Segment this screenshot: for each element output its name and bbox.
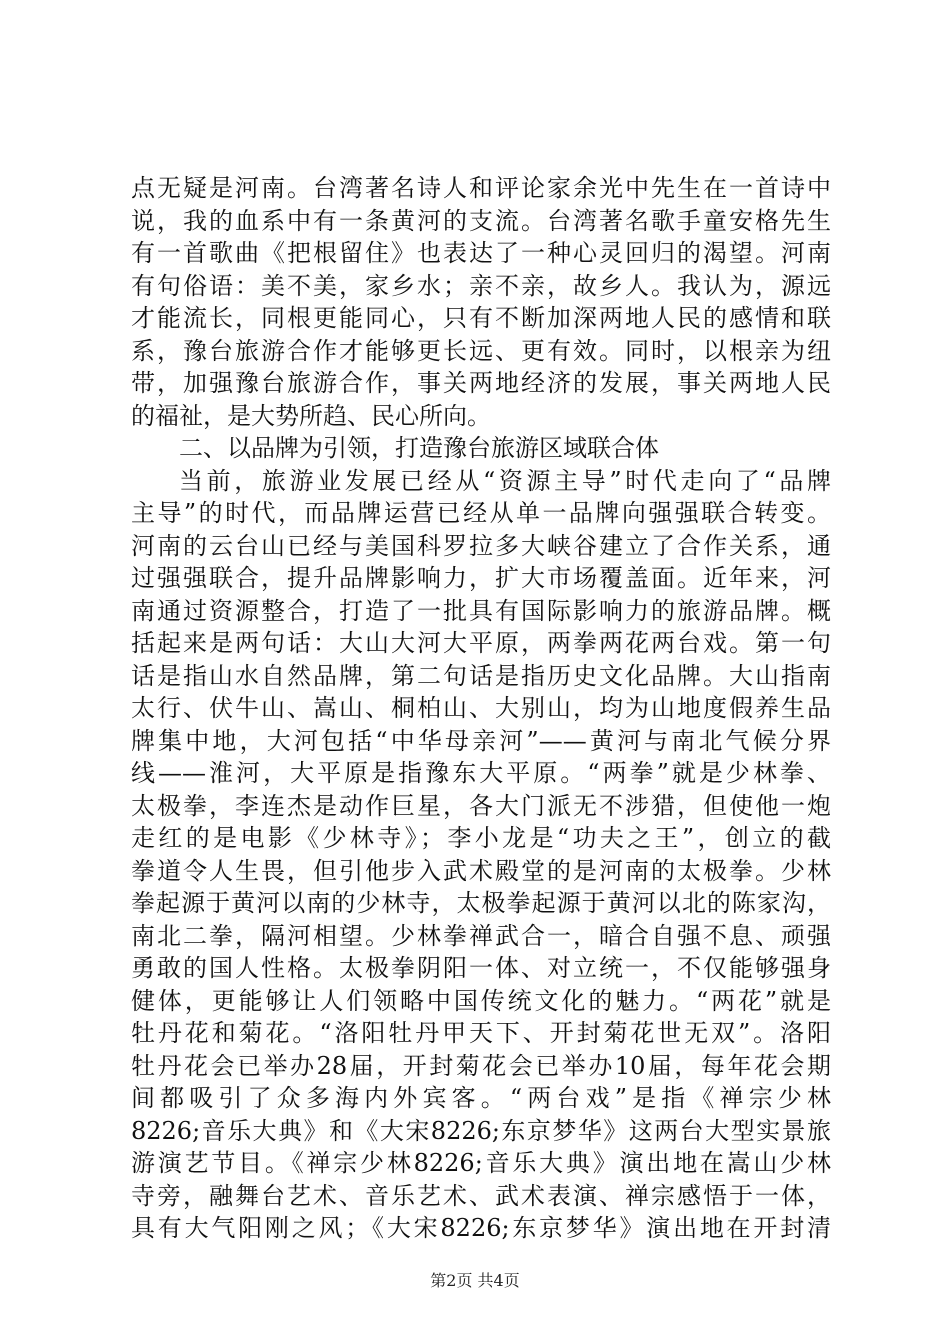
text-line: 走红的是电影《少林寺》；李小龙是“功夫之王”，创立的截 xyxy=(131,824,831,852)
text-line: 的福祉，是大势所趋、民心所向。 xyxy=(131,401,491,430)
text-line: 太极拳，李连杰是动作巨星，各大门派无不涉猎，但使他一炮 xyxy=(131,791,831,820)
text-line: 当前，旅游业发展已经从“资源主导”时代走向了“品牌 xyxy=(179,466,831,495)
text-line: 拳起源于黄河以南的少林寺，太极拳起源于黄河以北的陈家沟， xyxy=(131,889,831,917)
text-line: 游演艺节目。《禅宗少林8226;音乐大典》演出地在嵩山少林 xyxy=(131,1149,831,1177)
text-line: 点无疑是河南。台湾著名诗人和评论家余光中先生在一首诗中 xyxy=(131,174,831,202)
text-line: 系，豫台旅游合作才能够更长远、更有效。同时，以根亲为纽 xyxy=(131,336,831,365)
page-footer: 第2页 共4页 xyxy=(430,1271,520,1290)
text-line: 有句俗语：美不美，家乡水；亲不亲，故乡人。我认为，源远 xyxy=(131,271,831,300)
text-line: 具有大气阳刚之风；《大宋8226;东京梦华》演出地在开封清 xyxy=(131,1214,831,1242)
text-line: 南北二拳，隔河相望。少林拳禅武合一，暗合自强不息、顽强 xyxy=(131,921,831,950)
text-line: 8226;音乐大典》和《大宋8226;东京梦华》这两台大型实景旅 xyxy=(131,1116,831,1145)
text-line: 话是指山水自然品牌，第二句话是指历史文化品牌。大山指南 xyxy=(131,661,831,690)
body-text xyxy=(131,172,831,1245)
text-line: 河南的云台山已经与美国科罗拉多大峡谷建立了合作关系，通 xyxy=(131,531,831,560)
text-line: 拳道令人生畏，但引他步入武术殿堂的是河南的太极拳。少林 xyxy=(131,856,831,885)
text-line: 寺旁，融舞台艺术、音乐艺术、武术表演、禅宗感悟于一体， xyxy=(131,1181,831,1210)
text-line: 带，加强豫台旅游合作，事关两地经济的发展，事关两地人民 xyxy=(131,369,831,397)
text-line: 勇敢的国人性格。太极拳阴阳一体、对立统一，不仅能够强身 xyxy=(131,954,831,982)
text-line: 牌集中地，大河包括“中华母亲河”——黄河与南北气候分界 xyxy=(131,726,831,755)
text-line: 说，我的血系中有一条黄河的支流。台湾著名歌手童安格先生 xyxy=(131,206,831,235)
text-line: 太行、伏牛山、嵩山、桐柏山、大别山，均为山地度假养生品 xyxy=(131,694,831,722)
text-line: 才能流长，同根更能同心，只有不断加深两地人民的感情和联 xyxy=(131,304,831,332)
text-line: 间都吸引了众多海内外宾客。“两台戏”是指《禅宗少林 xyxy=(131,1084,831,1112)
section-heading: 二、以品牌为引领，打造豫台旅游区域联合体 xyxy=(179,434,659,462)
text-line: 南通过资源整合，打造了一批具有国际影响力的旅游品牌。概 xyxy=(131,596,831,625)
text-line: 主导”的时代，而品牌运营已经从单一品牌向强强联合转变。 xyxy=(131,499,831,527)
text-line: 括起来是两句话：大山大河大平原，两拳两花两台戏。第一句 xyxy=(131,629,831,657)
text-line: 牡丹花和菊花。“洛阳牡丹甲天下、开封菊花世无双”。洛阳 xyxy=(131,1019,831,1047)
text-line: 有一首歌曲《把根留住》也表达了一种心灵回归的渴望。河南 xyxy=(131,239,831,267)
text-line: 过强强联合，提升品牌影响力，扩大市场覆盖面。近年来，河 xyxy=(131,564,831,592)
text-line: 健体，更能够让人们领略中国传统文化的魅力。“两花”就是 xyxy=(131,986,831,1015)
text-line: 牡丹花会已举办28届，开封菊花会已举办10届，每年花会期 xyxy=(131,1051,831,1080)
text-line: 线——淮河，大平原是指豫东大平原。“两拳”就是少林拳、 xyxy=(131,759,831,787)
